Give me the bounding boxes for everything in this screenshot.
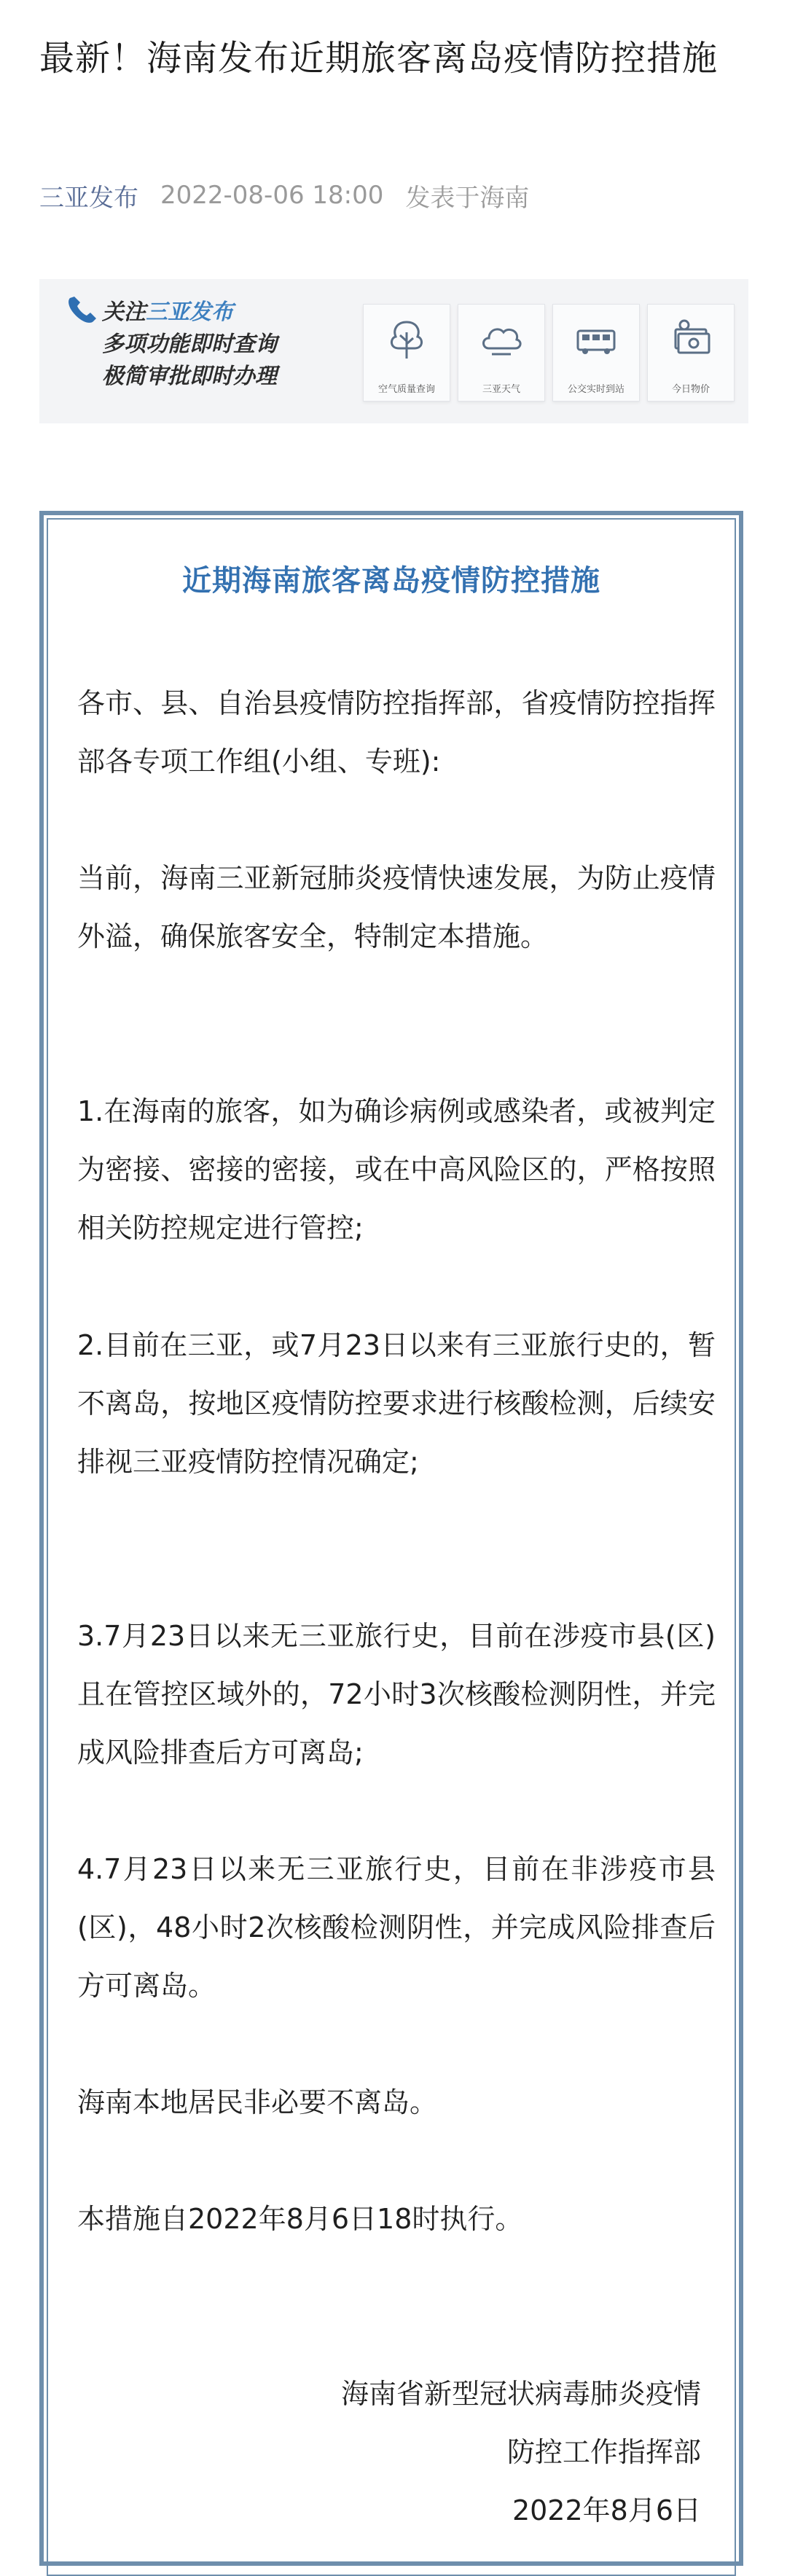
tile-weather[interactable] <box>458 304 545 402</box>
follow-prefix: 关注 <box>102 300 146 325</box>
tile-bus[interactable] <box>552 304 640 402</box>
money-icon <box>667 315 715 363</box>
tile-label: 今日物价 <box>671 384 710 395</box>
account-name-link[interactable]: 三亚发布 <box>39 183 138 213</box>
tree-icon <box>383 315 431 363</box>
banner-text <box>102 297 277 393</box>
banner-line-3: 极简审批即时办理 <box>102 364 277 389</box>
paragraph: 4.7月23日以来无三亚旅行史，目前在非涉疫市县(区)，48小时2次核酸检测阴性，并完成风险排查后方可离岛。 <box>77 1853 716 2002</box>
paragraph: 海南本地居民非必要不离岛。 <box>77 2086 438 2118</box>
article-content-box <box>39 511 743 2566</box>
follow-banner[interactable] <box>39 279 748 423</box>
publish-date: 2022-08-06 18:00 <box>160 181 384 210</box>
content-title: 近期海南旅客离岛疫情防控措施 <box>182 564 600 598</box>
tile-label: 三亚天气 <box>482 384 520 395</box>
paragraph: 3.7月23日以来无三亚旅行史，目前在涉疫市县(区)且在管控区域外的，72小时3次核酸检测阴性，并完成风险排查后方可离岛; <box>77 1620 716 1769</box>
paragraph: 本措施自2022年8月6日18时执行。 <box>77 2203 523 2235</box>
paragraph: 各市、县、自治县疫情防控指挥部，省疫情防控指挥部各专项工作组(小组、专班): <box>77 687 716 778</box>
banner-line-2: 多项功能即时查询 <box>102 332 277 357</box>
paragraph: 2.目前在三亚，或7月23日以来有三亚旅行史的，暂不离岛，按地区疫情防控要求进行核酸检测，后续安排视三亚疫情防控情况确定; <box>77 1329 716 1478</box>
tile-label: 公交实时到站 <box>567 384 624 395</box>
paragraph: 1.在海南的旅客，如为确诊病例或感染者，或被判定为密接、密接的密接，或在中高风险区的，严格按照相关防控规定进行管控; <box>77 1095 716 1244</box>
signature-line-2: 防控工作指挥部 <box>506 2436 701 2468</box>
publish-location: 发表于海南 <box>405 183 530 213</box>
signature-line-1: 海南省新型冠状病毒肺炎疫情 <box>340 2378 701 2410</box>
bus-icon <box>572 315 620 363</box>
tile-air-quality[interactable] <box>363 304 450 402</box>
paragraph: 当前，海南三亚新冠肺炎疫情快速发展，为防止疫情外溢，确保旅客安全，特制定本措施。 <box>77 862 716 952</box>
follow-account-name: 三亚发布 <box>146 300 233 325</box>
cloud-icon <box>477 315 525 363</box>
signature-date: 2022年8月6日 <box>512 2494 701 2526</box>
tile-label: 空气质量查询 <box>377 384 435 395</box>
article-meta <box>39 178 529 213</box>
tile-prices[interactable] <box>647 304 735 402</box>
phone-icon <box>66 294 103 326</box>
article-title: 最新！海南发布近期旅客离岛疫情防控措施 <box>39 38 719 79</box>
